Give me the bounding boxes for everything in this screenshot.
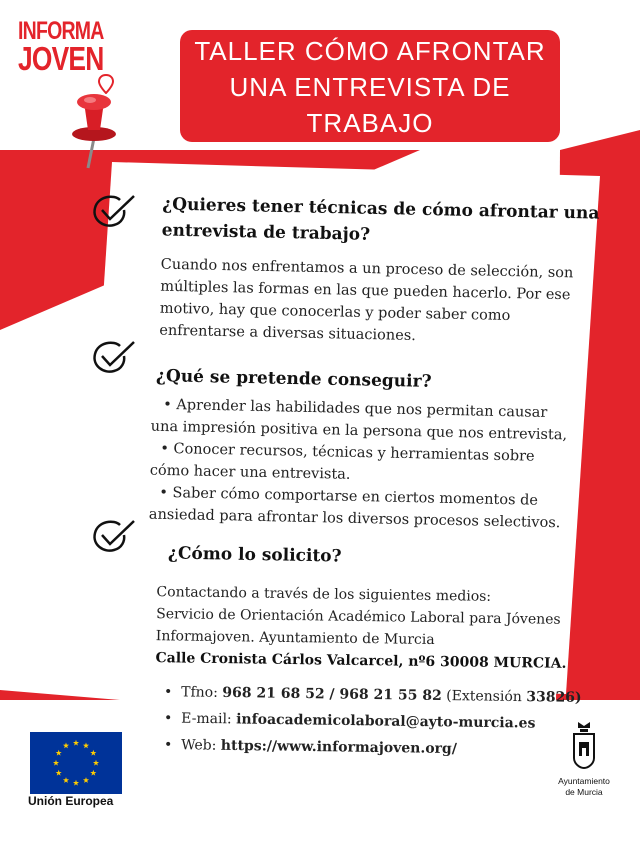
section1-body (159, 254, 573, 351)
phone-value: 968 21 68 52 / 968 21 55 82 (222, 684, 442, 704)
phone-ext-value: 33826) (526, 689, 582, 706)
eu-flag-icon (30, 732, 122, 794)
phone-label: Tfno: (181, 684, 218, 701)
bullet-icon: • (163, 710, 173, 727)
section2-body-line: una impresión positiva en la persona que nos entrevista, (150, 418, 568, 444)
web-label: Web: (181, 737, 217, 754)
pushpin-icon (58, 90, 128, 170)
contact-line: Servicio de Orientación Académico Laboral para Jóvenes (156, 606, 561, 628)
bullet-icon: • (163, 736, 173, 754)
section2-bullet: • Conocer recursos, técnicas y herramientas sobre (160, 440, 535, 465)
ayuntamiento-label-line: Ayuntamiento (558, 776, 610, 786)
ayuntamiento-label (548, 776, 620, 798)
address-text: Calle Cronista Cárlos Valcarcel, nº6 30008 MURCIA. (155, 650, 567, 672)
title-line-3: TRABAJO (306, 108, 434, 138)
section2-body-line: ansiedad para afrontar los diversos procesos selectivos. (148, 506, 561, 532)
section2-body-line: cómo hacer una entrevista. (149, 462, 351, 483)
check-circle-icon (90, 338, 138, 378)
section1-body-line: enfrentarse a diversas situaciones. (159, 322, 417, 345)
section1-heading-line: entrevista de trabajo? (161, 220, 371, 245)
section2-bullet: • Aprender las habilidades que nos permitan causar (163, 396, 548, 421)
eu-label: Unión Europea (28, 794, 114, 808)
web-link[interactable]: https://www.informajoven.org/ (220, 737, 457, 758)
section2-bullet: • Saber cómo comportarse en ciertos momentos de (159, 484, 539, 509)
section1-body-line: Cuando nos enfrentamos a un proceso de selección, son (160, 256, 574, 282)
email-label: E-mail: (181, 710, 232, 728)
section1-heading-line: ¿Quieres tener técnicas de cómo afrontar una (162, 194, 600, 224)
section2-heading: ¿Qué se pretende conseguir? (155, 366, 432, 392)
section1-body-line: motivo, hay que conocerlas y poder saber como (159, 300, 511, 325)
logo-line-2: JOVEN (18, 40, 104, 77)
ayuntamiento-label-line: de Murcia (565, 787, 603, 797)
check-circle-icon (90, 192, 138, 232)
web-row (164, 734, 457, 760)
section1-heading (162, 191, 600, 252)
section1-body-line: múltiples las formas en las que pueden hacerlo. Por ese (160, 278, 571, 304)
title-line-2: UNA ENTREVISTA DE (229, 72, 511, 102)
phone-ext-label: (Extensión (446, 688, 522, 706)
email-link[interactable]: infoacademicolaboral@ayto-murcia.es (236, 711, 536, 732)
bullet-icon: • (163, 684, 173, 701)
section2-body (149, 394, 568, 535)
informajoven-logo (18, 18, 128, 88)
section3-heading: ¿Cómo lo solicito? (167, 543, 342, 567)
logo-line-1: INFORMA (18, 17, 104, 45)
contact-line: Contactando a través de los siguientes medios: (156, 584, 492, 605)
section3-intro (155, 581, 567, 675)
title-line-1: TALLER CÓMO AFRONTAR (194, 36, 546, 66)
check-circle-icon (90, 517, 138, 557)
ayuntamiento-crest-icon (568, 720, 600, 770)
contact-line: Informajoven. Ayuntamiento de Murcia (155, 628, 435, 649)
